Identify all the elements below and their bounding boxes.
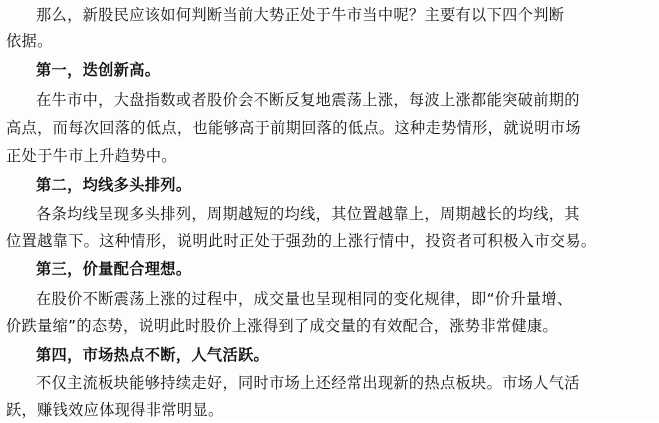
criterion-2-heading: 第二，均线多头排列。 [36,176,192,194]
intro-line-2: 依据。 [6,32,53,50]
criterion-4-line-2: 跃，赚钱效应体现得非常明显。 [6,401,224,419]
criterion-1-line-3: 正处于牛市上升趋势中。 [6,147,177,165]
criterion-3-line-1: 在股价不断震荡上涨的过程中，成交量也呈现相同的变化规律，即“价升量增、 [36,290,573,308]
intro-line-1: 那么，新股民应该如何判断当前大势正处于牛市当中呢？主要有以下四个判断 [36,6,565,24]
criterion-3-line-2: 价跌量缩”的态势，说明此时股价上涨得到了成交量的有效配合，涨势非常健康。 [6,317,559,335]
criterion-1-line-2: 高点，而每次回落的低点，也能够高于前期回落的低点。这种走势情形，就说明市场 [6,119,581,137]
criterion-2-line-2: 位置越靠下。这种情形，说明此时正处于强劲的上涨行情中，投资者可积极入市交易。 [6,232,597,250]
criterion-1-line-1: 在牛市中，大盘指数或者股价会不断反复地震荡上涨，每波上涨都能突破前期的 [36,91,580,109]
criterion-4-heading: 第四，市场热点不断，人气活跃。 [36,346,270,364]
criterion-2-line-1: 各条均线呈现多头排列，周期越短的均线，其位置越靠上，周期越长的均线，其 [36,205,580,223]
criterion-1-heading: 第一，迭创新高。 [36,61,161,79]
criterion-4-line-1: 不仅主流板块能够持续走好，同时市场上还经常出现新的热点板块。市场人气活 [36,374,580,392]
criterion-3-heading: 第三，价量配合理想。 [36,260,192,278]
